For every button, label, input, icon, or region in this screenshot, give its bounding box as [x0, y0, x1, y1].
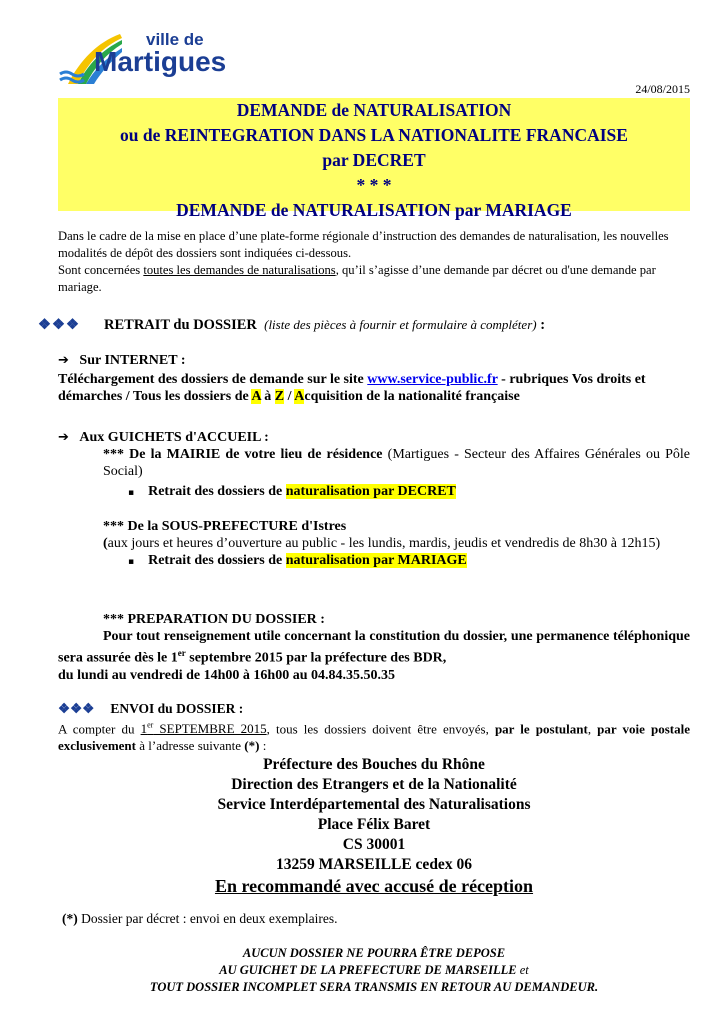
- service-public-link[interactable]: www.service-public.fr: [367, 372, 498, 387]
- preparation-section: [58, 611, 690, 684]
- square-bullet-icon: ▪: [128, 488, 135, 498]
- logo-ville-text: ville de: [146, 30, 204, 49]
- preparation-phone: du lundi au vendredi de 14h00 à 16h00 au 04.84.35.50.35: [58, 667, 395, 683]
- address-line-1: Préfecture des Bouches du Rhône: [263, 756, 485, 773]
- sous-prefecture-title: *** De la SOUS-PREFECTURE d'Istres: [103, 519, 347, 534]
- mairie-text: *** De la MAIRIE de votre lieu de résidence (Martigues - Secteur des Affaires Générales ou Pôle Social): [103, 447, 690, 479]
- diamond-bullets-icon: ❖❖❖: [58, 701, 95, 716]
- preparation-title: *** PREPARATION DU DOSSIER :: [103, 612, 325, 627]
- retrait-heading: ❖❖❖ RETRAIT du DOSSIER (liste des pièces à fournir et formulaire à compléter) :: [38, 317, 546, 333]
- logo: [58, 30, 227, 88]
- title-banner: [58, 98, 690, 220]
- envoi-text: A compter du 1er SEPTEMBRE 2015, tous les dossiers doivent être envoyés, par le postulant, par voie postale exclusivement à l’adresse suivante (*) :: [58, 721, 691, 754]
- sous-prefecture-section: [58, 518, 690, 571]
- intro-p1: Dans le cadre de la mise en place d’une plate-forme régionale d’instruction des demandes de naturalisation, les nouvelles modalités de dépôt des dossiers sont indiquées ci-dessous.: [58, 229, 669, 260]
- internet-title: ➔ Sur INTERNET :: [58, 353, 186, 368]
- banner-line-1: DEMANDE de NATURALISATION: [236, 100, 512, 120]
- address-line-3: Service Interdépartemental des Naturalisations: [217, 796, 531, 813]
- envoi-heading: ❖❖❖ ENVOI du DOSSIER :: [58, 701, 244, 716]
- banner-line-3: par DECRET: [322, 150, 426, 170]
- recommande-notice: En recommandé avec accusé de réception: [214, 876, 534, 896]
- footer-warning: [58, 945, 690, 996]
- internet-text: Téléchargement des dossiers de demande sur le site www.service-public.fr - rubriques Vos droits et démarches / Tous les dossiers de A à Z / Acquisition de la nationalité française: [58, 372, 646, 404]
- diamond-bullets-icon: ❖❖❖: [38, 317, 80, 333]
- postal-address: [58, 755, 690, 896]
- decret-note: (*) Dossier par décret : envoi en deux exemplaires.: [62, 911, 338, 926]
- retrait-decret-item: ▪ Retrait des dossiers de naturalisation par DECRET: [128, 484, 456, 499]
- address-line-6: 13259 MARSEILLE cedex 06: [276, 856, 472, 873]
- banner-line-2: ou de REINTEGRATION DANS LA NATIONALITE FRANCAISE: [120, 125, 628, 145]
- guichets-title: ➔ Aux GUICHETS d'ACCUEIL :: [58, 430, 269, 445]
- envoi-section: [58, 700, 690, 754]
- preparation-text: Pour tout renseignement utile concernant la constitution du dossier, une permanence téléphonique sera assurée dès le 1er septembre 2015 par la préfecture des BDR,: [58, 629, 690, 666]
- footer-line-2: AU GUICHET DE LA PREFECTURE DE MARSEILLE et: [219, 963, 529, 977]
- address-line-4: Place Félix Baret: [317, 816, 431, 833]
- arrow-right-icon: ➔: [58, 430, 69, 445]
- intro-p2: Sont concernées toutes les demandes de naturalisations, qu’il s’agisse d’une demande par décret ou d'une demande par mariage.: [58, 263, 656, 294]
- arrow-right-icon: ➔: [58, 353, 69, 368]
- square-bullet-icon: ▪: [128, 557, 135, 567]
- banner-line-5: DEMANDE de NATURALISATION par MARIAGE: [176, 200, 572, 220]
- document-date: 24/08/2015: [635, 82, 690, 96]
- logo-martigues-text: Martigues: [94, 46, 227, 77]
- guichets-section: [58, 429, 690, 502]
- internet-section: [58, 352, 690, 405]
- address-line-5: CS 30001: [342, 836, 406, 853]
- footer-line-3: TOUT DOSSIER INCOMPLET SERA TRANSMIS EN RETOUR AU DEMANDEUR.: [149, 980, 599, 994]
- address-line-2: Direction des Etrangers et de la Nationalité: [231, 776, 517, 793]
- banner-line-4: * * *: [356, 175, 392, 195]
- footer-line-1: AUCUN DOSSIER NE POURRA ÊTRE DEPOSE: [242, 946, 506, 960]
- sous-prefecture-hours: (aux jours et heures d’ouverture au public - les lundis, mardis, jeudis et vendredis de 8h30 à 12h15): [103, 536, 661, 551]
- intro-paragraph: [58, 228, 690, 296]
- retrait-mariage-item: ▪ Retrait des dossiers de naturalisation par MARIAGE: [128, 553, 467, 568]
